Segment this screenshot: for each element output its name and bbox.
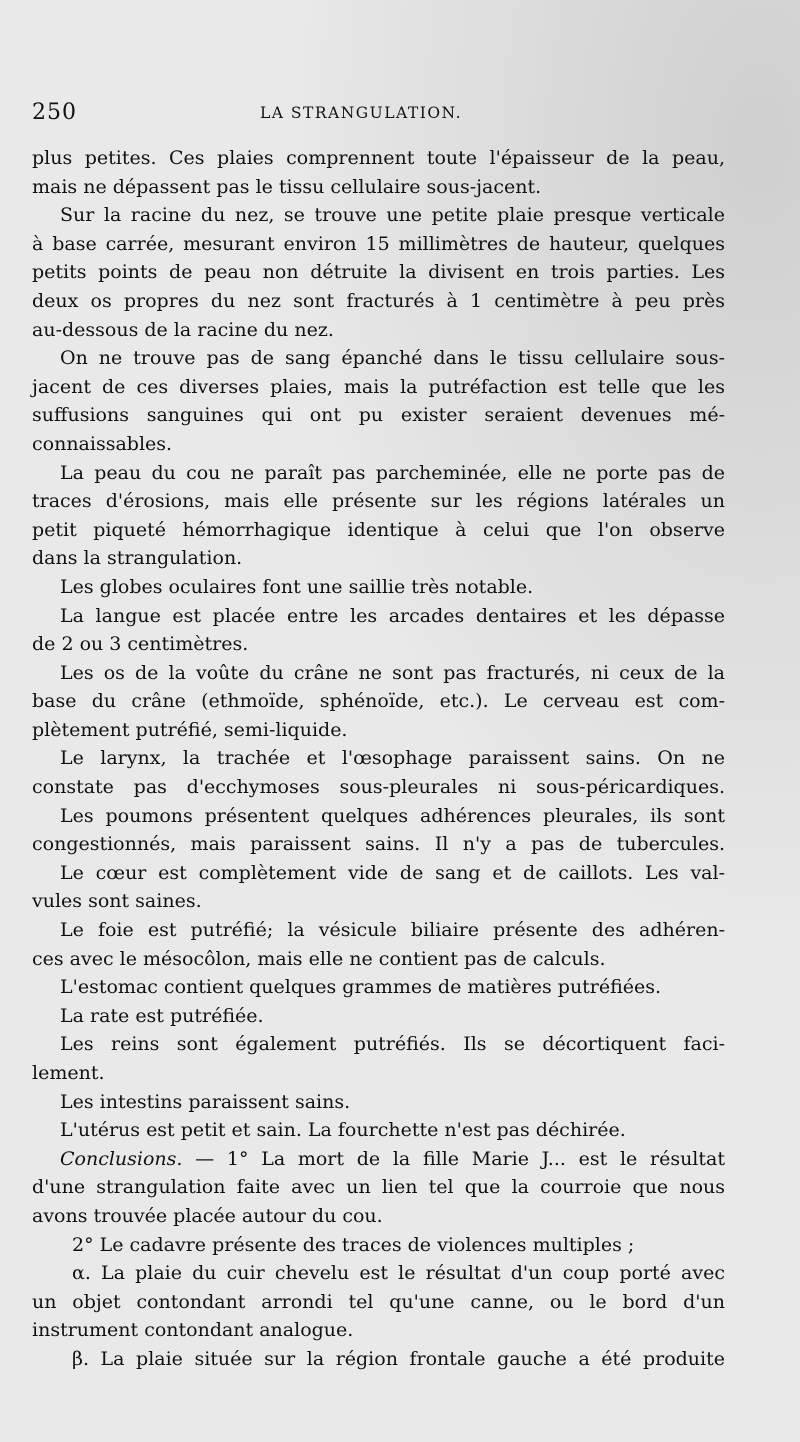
text-line: Les poumons présentent quelques adhérences pleurales, ils sont (60, 804, 725, 827)
text-line: La rate est putréfiée. (60, 1004, 264, 1027)
text-line: Le cœur est complètement vide de sang et de caillots. Les val- (60, 861, 725, 884)
text-line: d'une strangulation faite avec un lien tel que la courroie que nous (32, 1176, 725, 1199)
body-text (32, 144, 725, 1374)
text-line: vules sont saines. (32, 890, 202, 913)
text-line: Le larynx, la trachée et l'œsophage paraissent sains. On ne (60, 747, 725, 770)
text-line: connaissables. (32, 432, 173, 455)
text-line: jacent de ces diverses plaies, mais la putréfaction est telle que les (32, 375, 725, 398)
text-line: avons trouvée placée autour du cou. (32, 1204, 383, 1227)
text-line: La langue est placée entre les arcades dentaires et les dépasse (60, 604, 725, 627)
text-line: L'utérus est petit et sain. La fourchette n'est pas déchirée. (60, 1119, 626, 1142)
text-line: α. La plaie du cuir chevelu est le résultat d'un coup porté avec (72, 1262, 725, 1285)
text-line: La peau du cou ne paraît pas parcheminée, elle ne porte pas de (60, 461, 725, 484)
text-line: de 2 ou 3 centimètres. (32, 633, 249, 656)
text-line: lement. (32, 1062, 105, 1084)
page-number: 250 (32, 100, 77, 125)
text-line: petit piqueté hémorrhagique identique à celui que l'on observe (32, 518, 725, 541)
text-line: Sur la racine du nez, se trouve une petite plaie presque verticale (60, 204, 725, 227)
text-line: Les globes oculaires font une saillie très notable. (60, 575, 534, 598)
conclusions-line (32, 1145, 725, 1174)
page-header (32, 100, 722, 132)
text-line: constate pas d'ecchymoses sous-pleurales ni sous-péricardiques. (32, 776, 725, 799)
text-line: à base carrée, mesurant environ 15 millimètres de hauteur, quelques (32, 232, 725, 255)
text-line: plètement putréfié, semi-liquide. (32, 718, 348, 741)
text-line: instrument contondant analogue. (32, 1319, 354, 1342)
text-line: base du crâne (ethmoïde, sphénoïde, etc.). Le cerveau est com- (32, 690, 725, 713)
text-line: deux os propres du nez sont fracturés à 1 centimètre à peu près (32, 289, 725, 312)
text-line: petits points de peau non détruite la divisent en trois parties. Les (32, 261, 725, 284)
running-title: LA STRANGULATION. (260, 104, 463, 122)
text-line: Les os de la voûte du crâne ne sont pas fracturés, ni ceux de la (60, 661, 725, 684)
text-line: β. La plaie située sur la région frontale gauche a été produite (72, 1347, 725, 1370)
text-line: Les reins sont également putréfiés. Ils se décortiquent faci- (60, 1033, 725, 1056)
text-line: — 1° La mort de la fille Marie J... est le résultat (195, 1147, 725, 1170)
text-line: au-dessous de la racine du nez. (32, 318, 334, 341)
text-line: Le foie est putréfié; la vésicule biliaire présente des adhéren- (60, 919, 725, 942)
text-line: ces avec le mésocôlon, mais elle ne contient pas de calculs. (32, 947, 606, 970)
text-line: suffusions sanguines qui ont pu exister seraient devenues mé- (32, 404, 725, 427)
text-line: On ne trouve pas de sang épanché dans le tissu cellulaire sous- (60, 347, 725, 370)
text-line: Les intestins paraissent sains. (60, 1090, 351, 1113)
text-line: congestionnés, mais paraissent sains. Il n'y a pas de tubercules. (32, 833, 725, 856)
text-line: un objet contondant arrondi tel qu'une canne, ou le bord d'un (32, 1290, 725, 1313)
text-line: L'estomac contient quelques grammes de matières putréfiées. (60, 976, 662, 999)
text-line: dans la strangulation. (32, 547, 243, 570)
text-line: traces d'érosions, mais elle présente sur les régions latérales un (32, 490, 725, 513)
text-line: 2° Le cadavre présente des traces de violences multiples ; (72, 1233, 635, 1256)
conclusions-label: Conclusions. (60, 1147, 183, 1170)
text-line: mais ne dépassent pas le tissu cellulaire sous-jacent. (32, 175, 542, 198)
text-line: plus petites. Ces plaies comprennent toute l'épaisseur de la peau, (32, 147, 725, 169)
